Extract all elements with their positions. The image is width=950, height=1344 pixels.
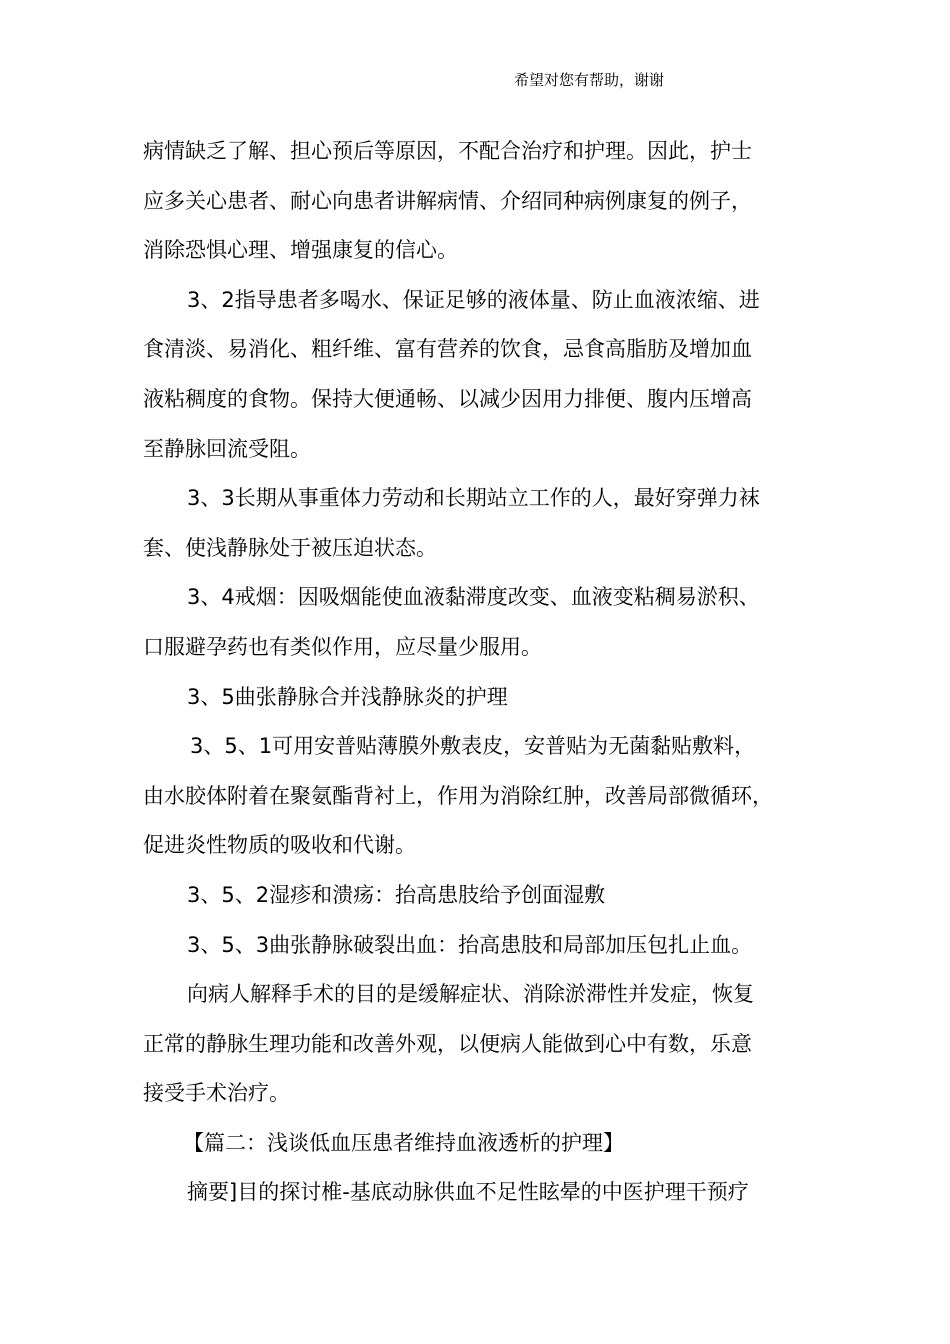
document-body — [143, 127, 823, 1218]
text-line: 口服避孕药也有类似作用，应尽量少服用。 — [143, 634, 542, 659]
paragraph-start: 3、5、3曲张静脉破裂出血：抬高患肢和局部加压包扎止血。 — [187, 932, 753, 957]
paragraph-start: 3、5、2湿疹和溃疡：抬高患肢给予创面湿敷 — [187, 882, 606, 907]
text-line: 接受手术治疗。 — [143, 1081, 290, 1106]
section-heading: 3、5曲张静脉合并浅静脉炎的护理 — [187, 684, 508, 709]
text-line: 套、使浅静脉处于被压迫状态。 — [143, 535, 437, 560]
text-line: 应多关心患者、耐心向患者讲解病情、介绍同种病例康复的例子， — [143, 188, 752, 213]
paragraph-start: 3、3长期从事重体力劳动和长期站立工作的人，最好穿弹力袜 — [187, 486, 760, 511]
text-line: 食清淡、易消化、粗纤维、富有营养的饮食，忌食高脂肪及增加血 — [143, 337, 752, 362]
paragraph-start: 向病人解释手术的目的是缓解症状、消除淤滞性并发症，恢复 — [187, 982, 754, 1007]
paragraph-start: 3、4戒烟：因吸烟能使血液黏滞度改变、血液变粘稠易淤积、 — [187, 585, 760, 610]
text-line: 正常的静脉生理功能和改善外观，以便病人能做到心中有数，乐意 — [143, 1031, 752, 1056]
text-line: 病情缺乏了解、担心预后等原因，不配合治疗和护理。因此，护士 — [143, 139, 752, 163]
text-line: 由水胶体附着在聚氨酯背衬上，作用为消除红肿，改善局部微循环， — [143, 783, 773, 808]
text-line: 消除恐惧心理、增强康复的信心。 — [143, 238, 458, 263]
paragraph-start: 3、2指导患者多喝水、保证足够的液体量、防止血液浓缩、进 — [187, 287, 760, 312]
paragraph-start: 3、5、1可用安普贴薄膜外敷表皮，安普贴为无菌黏贴敷料， — [190, 734, 756, 759]
text-line: 液粘稠度的食物。保持大便通畅、以减少因用力排便、腹内压增高 — [143, 386, 752, 411]
abstract-line: 摘要]目的探讨椎-基底动脉供血不足性眩晕的中医护理干预疗 — [187, 1180, 749, 1205]
text-line: 促进炎性物质的吸收和代谢。 — [143, 833, 416, 858]
page-header: 希望对您有帮助，谢谢 — [514, 71, 665, 89]
text-line: 至静脉回流受阻。 — [143, 436, 311, 461]
article-title: 【篇二：浅谈低血压患者维持血液透析的护理】 — [183, 1130, 624, 1155]
